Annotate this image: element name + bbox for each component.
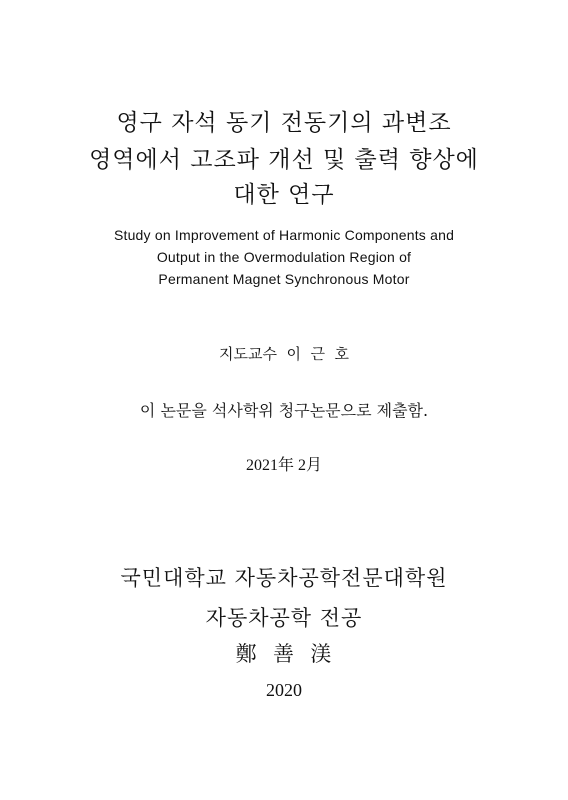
advisor-line: 지도교수 이 근 호 xyxy=(218,345,350,363)
thesis-title-english-line-1: Study on Improvement of Harmonic Components and xyxy=(113,227,455,243)
thesis-title-korean-line-2: 영역에서 고조파 개선 및 출력 향상에 xyxy=(89,147,479,173)
thesis-title-english-line-2: Output in the Overmodulation Region of xyxy=(156,249,412,265)
year: 2020 xyxy=(266,680,302,700)
major-name: 자동차공학 전공 xyxy=(205,606,363,630)
author-name: 鄭 善 渼 xyxy=(235,642,333,666)
submission-date: 2021年 2月 xyxy=(245,457,322,474)
submission-statement: 이 논문을 석사학위 청구논문으로 제출함. xyxy=(139,401,429,420)
thesis-title-korean-line-3: 대한 연구 xyxy=(233,182,335,208)
graduate-school-name: 국민대학교 자동차공학전문대학원 xyxy=(120,566,448,590)
thesis-title-english-line-3: Permanent Magnet Synchronous Motor xyxy=(158,271,410,287)
thesis-title-korean-line-1: 영구 자석 동기 전동기의 과변조 xyxy=(116,110,452,136)
